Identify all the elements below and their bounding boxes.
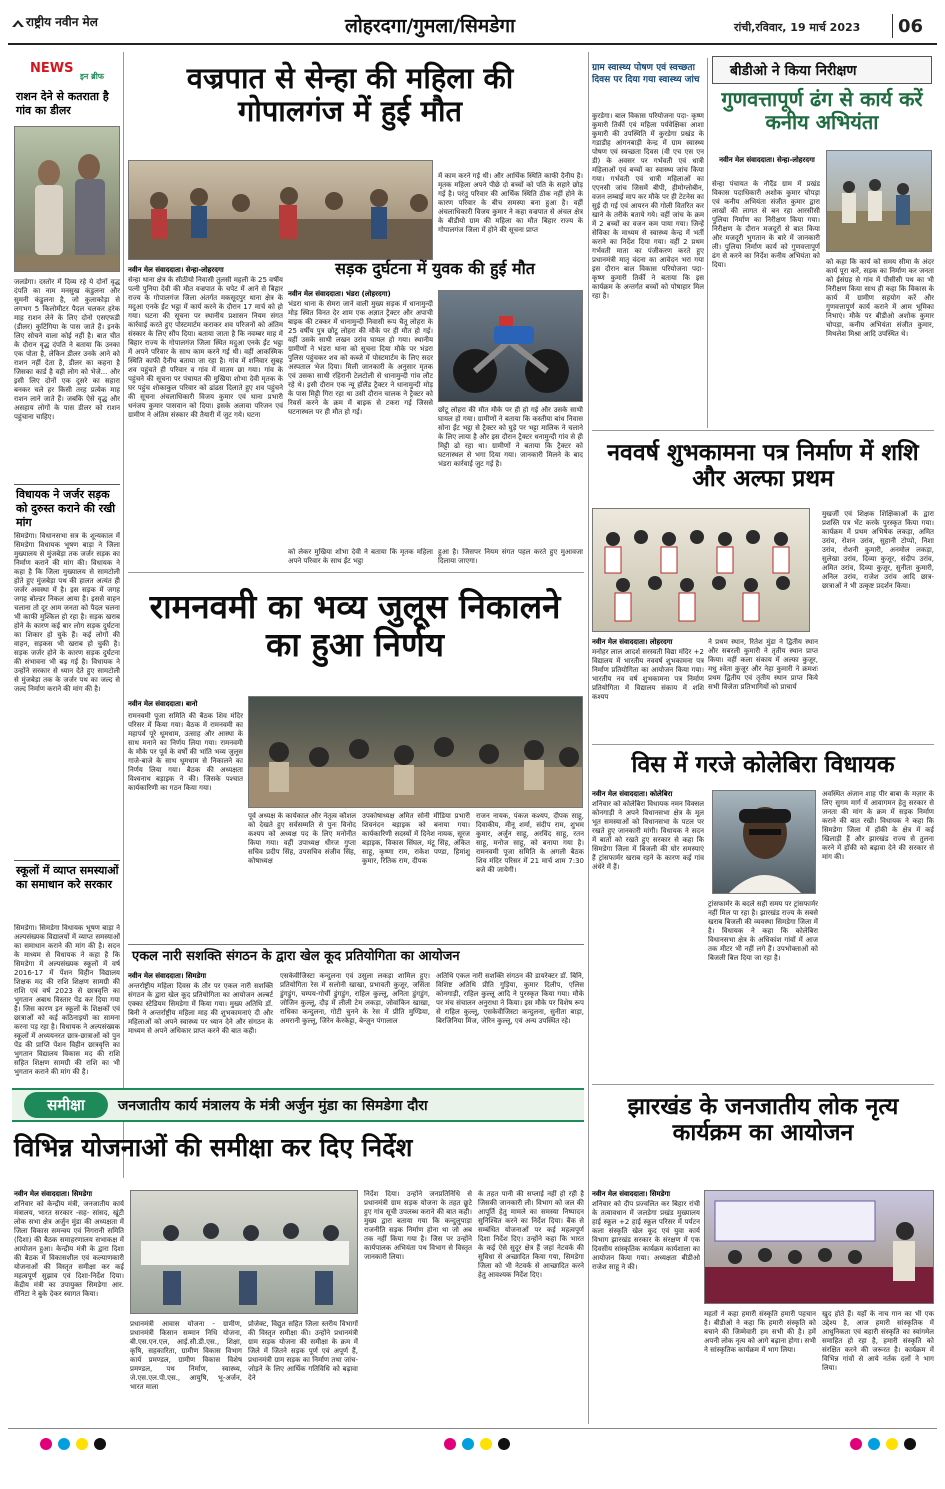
brief-divider-1 (14, 484, 120, 485)
story8-headline: नववर्ष शुभकामना पत्र निर्माण में शशि और अल्फा प्रथम (607, 440, 919, 493)
story6-rule (707, 58, 708, 428)
story8-body-c: मुखर्जी एवं शिक्षक शिक्षिकाओं के द्वारा प्रशस्ति पत्र भेंट करके पुरस्कृत किया गया। कार्यक्रम में प्रथम अभिषेक लकड़ा, अमित उरांव, रोशन उरांव, सुहानी टोप्पो, निशा उरांव, रोशनी कुमारी, अनमोल लकड़ा, सुलेखा उरांव, दिव्या कुजूर, संदीप उरांव, अमित उरांव, दिव्या कुजूर, सुनीता कुमारी, अनिल उरांव, राजेश उरांव आदि छात्र-छात्राओं ने भी उत्कृष्ट प्रदर्शन किया। (822, 510, 934, 590)
masthead (0, 0, 945, 46)
rule-under-story7 (592, 430, 934, 431)
mla-portrait-photo (712, 790, 816, 894)
story10-event-photo (704, 1190, 934, 1304)
story3-body-d: राजन नायक, पंकज कश्यप, दीपक साहू, दिवाकीय, मीनू शर्मा, संदीप राम, शुभम कुमार, अर्जुन साहू, अरविंद साहू, रतन साहू, मनोज साहू, को बनाया गया है। रामनवमी पूजा समिति के अगली बैठक शिव मंदिर परिसर में 21 मार्च शाम 7:30 बजे की जायेगी। (476, 812, 584, 874)
story3-body-a: रामनवमी पूजा समिति की बैठक शिव मंदिर परिसर में किया गया। बैठक में रामनवमी का महापर्व पूरे धूमधाम, उत्साह और आस्था के साथ मनाने का निर्णय लिया गया। रामनवमी के मौके पर पूर्व के वर्षों की भांति भव्य जुलूस गाजे-बाजे के साथ धूमधाम से निकालने का निर्णय लिया गया। बैठक की अध्यक्षता विश्वनाथ बड़ाइक ने की। जिसके पश्चात कार्यकारिणी का गठन किया गया। (128, 712, 243, 792)
story5-body-c: प्रोजेक्ट, विद्युत सहित जिला स्तरीय विभागों की विस्तृत समीक्षा की। उन्होंने प्रधानमंत्री ग्राम सड़क योजना की समीक्षा के क्रम में जिले में जितने सड़क पूर्ण एवं अपूर्ण हैं, प्रधानमंत्री ग्राम सड़क का निर्माण तथा जांच-जोड़ने के लिए आर्थिक गतिविधि को बढ़ावा देने (248, 1320, 358, 1382)
registration-mark-icon (480, 1438, 492, 1450)
brief2-title: विधायक ने जर्जर सड़क को दुरुस्त कराने की रखी मांग (16, 488, 116, 529)
story8-byline: नवीन मेल संवाददाता। लोहरदगा (592, 638, 673, 646)
rule-under-story1 (128, 572, 584, 573)
brief-divider-2 (14, 860, 120, 861)
story5-body-e: के तहत पानी की सप्लाई नहीं हो रही है जिसकी जानकारी ली। विभाग को जल की आपूर्ति हेतु मामले का समस्या निष्पादन सुनिश्चित करने का निर्देश दिया। बैंक से सम्बंधित योजनाओं पर कई महत्वपूर्ण दिशा निर्देश दिए। उन्होंने कहा कि भारत के कई ऐसे सुदूर क्षेत्र हैं जहां नेटवर्क की सुविधा से अच्छादित किया गया, सिमडेगा जिला को भी नेटवर्क से आच्छादित करने हेतु आवश्यक निर्देश दिए। (478, 1190, 584, 1279)
story9-body-b: ट्रांसफार्मर के बदले सही समय पर ट्रांसफार्मर नहीं मिल पा रहा है। झारखंड राज्य के सबसे खराब बिजली की व्यवस्था सिमडेगा जिला में है। विधायक ने कहा कि कोलेबिरा विधानसभा क्षेत्र के अधिकांश गांवों में आज तक मीटर भी नहीं लगे हैं। उपभोक्ताओं को बिजली बिल दिया जा रहा है। (708, 900, 818, 962)
page-number: 06 (898, 16, 924, 37)
page-number-divider (892, 14, 893, 38)
story7-headline: गुणवत्तापूर्ण ढंग से कार्य करें कनीय अभियंता (721, 87, 923, 134)
story8-body-a: मनोहर लाल आदर्श सरस्वती विद्या मंदिर +2 विद्यालय में भारतीय नववर्ष शुभकामना पत्र निर्माण प्रतियोगिता का आयोजन किया गया। भारतीय नव वर्ष शुभकामना पत्र निर्माण प्रतियोगिता में विद्यालय संकाय में शशि कश्यप (592, 648, 704, 701)
brief1-body: जलडेगा। दस्तोर में दिव्य रहे ये दोनों वृद्ध दंपति का नाम मनसुख कंडुलना और सुमनी कंडुलना है, जो कुलाकोड़ा से लगभग 5 किलोमीटर पैदल चलकर हरेक माह राशन लेने के लिए दोनो एसएफडी (डीलर) कुटिंगिया के पास जाते हैं। इनके लिए सोचने वाला कोई नहीं है। बात चीत के दौरान वृद्ध दंपति ने बताया कि उनका एक पोता है, लेकिन डीलर उनके आने को राशन नहीं देता है, डीलर का कहना है जिसका कार्ड है वही लोग को भेजे... और इसी लिए दोनों एक दूसरे का सहारा बनकर चले हर किसी तरह प्रत्येक माह राशन लाने जाते हैं। जबकि ऐसे वृद्ध और असहाय लोगों के पास डीलर को राशन पहुंचाना चाहिए। (14, 278, 120, 421)
registration-mark-icon (76, 1438, 88, 1450)
issue-date: रांची,रविवार, 19 मार्च 2023 (734, 21, 861, 34)
story9-body-a: शनिवार को कोलेबिरा विधायक नमन विक्सल कोनगाड़ी ने अपने विधानसभा क्षेत्र के मूल भूत समस्याओं को विधानसभा के पटल पर रखते हुए जानकारी मांगी। विधायक ने सदन में बातों को रखते हुए सरकार से कहा कि सिमडेगा जिला में बिजली की घोर समस्याएं हैं ट्रांसफार्मर खराब रहने के कारण कई गांव अंधेरे में हैं। (592, 800, 704, 871)
story5-body-a: शनिवार को केन्द्रीय मंत्री, जनजातीय कार्य मंत्रालय, भारत सरकार -सह- सांसद, खूंटी लोक सभा क्षेत्र अर्जुन मुंडा की अध्यक्षता में जिला विकास समन्वय एवं निगरानी समिति (दिशा) की बैठक समाहरणालय सभाकक्ष में आयोजन हुआ। केन्द्रीय मंत्री के द्वारा दिशा की बैठक में विकासशील एवं कल्याणकारी योजनाओं की विस्तृत समीक्षा कर कई महत्वपूर्ण सुझाव एवं दिशा-निर्देश दिया। केंद्रीय मंत्री का उपायुक्त सिमडेगा आर. रॉनिटा ने बुके देकर स्वागत किया। (14, 1200, 124, 1298)
story7-body-a: सेन्हा पंचायत के नौदैंड ग्राम में प्रखंड विकास पदाधिकारी अशोक कुमार चोपड़ा एवं कनीय अभियंता संजीत कुमार द्वारा लाखों की लागत से बन रहा आरसीसी पुलिया निर्माण का निरीक्षण किया गया। निरीक्षण के दौरान मजदूरों से बात किया और मजदूरी भुगतान के बारे में जानकारी ली। पुलिया निर्माण कार्य को गुणवत्तापूर्ण ढंग से करने का निर्देश कनीय अभियंता को दिया। (712, 180, 820, 269)
registration-mark-icon (498, 1438, 510, 1450)
story7-inspection-photo (826, 150, 932, 252)
story1-body-b: में काम करने गई थी। और आर्थिक स्थिति काफी दैनीय है। मृतक महिला अपने पीछे दो बच्चों को पति के सहारे छोड़ गई है। परंतु परिवार की आर्थिक स्थिति ठीक नहीं होने के कारण परिवार के बीच समस्या बना हुआ है। वहीं अंचलाधिकारी विजय कुमार ने कहा वज्रपात से अंचल क्षेत्र के बीडीयो ग्राम की महिला का मौत बिहार राज्य के गोपालगंज जिला में होने की सूचना प्राप्त (438, 172, 583, 234)
story2-body-a: भंडरा थाना के सेमरा जाने वाली मुख्य सड़क में धानामुन्दी मोड़ स्थित विनत देर शाम एक अज्ञात ट्रैक्टर और अपाची बाइक की टक्कर में धानामुन्दी निवासी रूप चैतू लोहरा के 25 वर्षीय पुत्र छोटू लोहरा की मौके पर ही मौत हो गई। वहीं उसके साथी लखन उरांव घायल हो गया। स्थानीय ग्रामीणों ने भंडरा थाना को सूचना दिया मौके पर भंडरा पुलिस पहुंचकर शव को कब्जे में पोस्टमार्टम के लिए सदर अस्पताल भेज दिया। मिली जानकारी के अनुसार मृतक एवं उसका साथी रहिरानी टेलटोली से धानामुन्दी गांव लौट रहे थे। इसी दौरान एक न्यू हॉलैंड ट्रैक्टर ने धानामुन्दी मोड़ के पास मिट्टी गिरा रहा था उसी दौरान चालक ने ट्रैक्टर को रिवर्स करने के क्रम में बाइक से टकरा गई जिससे घटनास्थल पर ही मौत हो गई। (288, 300, 433, 416)
story2-body-b: छोटू लोहरा की मौत मौके पर ही हो गई और उसके साथी घायल हो गया। ग्रामीणों ने बताया कि कस्तीया बांध निवास सोना ईंट भट्ठा से ट्रैक्टर को घुड़े पर भट्टा मालिक ने चलाने के लिए लाया है और इस दौरान ट्रैक्टर धनामुन्दी गांव से ही मिट्टी ढो रहा था। ग्रामीणों ने बताया कि ट्रैक्टर को घटनास्थल से भगा दिया गया। जानकारी मिलने के बाद भंडरा कार्रवाई जुट गई है। (438, 406, 583, 468)
registration-mark-icon (904, 1438, 916, 1450)
sidebar-rule (123, 52, 124, 1178)
rule-under-story9 (592, 1084, 934, 1085)
story2-byline: नवीन मेल संवाददाता। भंडरा (लोहरदगा) (288, 290, 391, 298)
registration-mark-icon (886, 1438, 898, 1450)
story1-photo (128, 160, 433, 260)
story5-body-b: प्रधानमंत्री आवास योजना - ग्रामीण, प्रधानमंत्री किसान सम्मान निधि योजना, बी.एस.एन.एल, आई.सी.डी.एस., शिक्षा, कृषि, सहकारिता, ग्रामीण विकास विभाग कार्य प्रमण्डल, ग्रामीण विकास विशेष प्रमण्डल, पथ निर्माण, स्वास्थ्य, जे.एस.एल.पी.एस., आयुषि, भू-अर्जन, भारत माला (130, 1320, 242, 1391)
masthead-rule (8, 43, 937, 45)
story4-body-c: अतिथि एकल नारी सशक्ति संगठन की डायरेक्टर डॉ. बिनि, विशिष्ट अतिथि प्रीति गुड़िया, कुमार दिलीप, एलिस कोनगाड़ी, राहिल कुल्लू आदि ने पुरस्कृत किया गया। मौके पर मंच संचालन अनुराधा ने किया। इस मौके पर विशेष रूप से राहिल कुल्लू, एसकेवीजिस्टा कन्दुलना, सुनीता बाड़ा, बिरजिनिया मिंज, जेरिन कुल्लू, एवं अन्य उपस्थित रहे। (436, 972, 584, 1025)
news-sub-label: इन ब्रीफ (80, 72, 104, 81)
story3-body-c: उपकोषाध्यक्ष अमित सोनी मीडिया प्रभारी शिवनंदन बड़ाइक को बनाया गया। कार्यकारिणी सदस्यों में दिनेश नायक, सूरज बड़ाइक, विकास सिंघल, मंटू सिंह, अंकित साहू, कृष्णा राम, राकेश पण्डा, हिमांशु कुमार, रितिक राम, दीपक (362, 812, 470, 865)
story10-headline: झारखंड के जनजातीय लोक नृत्य कार्यक्रम का आयोजन (627, 1094, 899, 1147)
rule-under-story8 (592, 744, 934, 745)
story5-kicker: जनजातीय कार्य मंत्रालय के मंत्री अर्जुन मुंडा का सिमडेगा दौरा (118, 1098, 428, 1114)
color-registration-bar (0, 1432, 945, 1489)
story4-body-b: एसकेवीजिस्टा कन्दुलना एवं उसुला लकड़ा शामिल हुए। प्रतियोगिता रेस में सलोनी खाखा, प्रभावती कुजूर, जसिंता डुंगडुंग, चम्पय-गोर्ची डुंगडुंग, राहिल कुल्लू, अनिता डुंगडुंग, जोजिन कुल्लू, दौड़ में लीली टेम लकड़ा, जोवांकिन खाखा, राधिका कन्दुलना, गोटी चुनने के रेस में प्रीति मुण्डिया, अमरानी कुल्लू, जिरेन केरकेट्टा, बेन्ज़ुन पंगालाल (280, 972, 430, 1025)
story6-body: कुरडेगा। बाल विकास परियोजना पदा- कृष्ण कुमारी तिर्की एवं महिला पर्यवेक्षिका आशा कुमारी की उपस्थिति में कुरडेगा प्रखंड के गडाडीह आंगनबाड़ी केन्द्र में ग्राम स्वास्थ्य पोषण एवं स्वच्छता दिवस (वी एच एस एन डी) के अवसर पर गर्भवती एवं धात्री महिलाओं एवं बच्चों का स्वास्थ्य जांच किया गया। गर्भवती एवं धात्री महिलाओं का एएनसी जांच जिसमें बीपी, हीमोग्लोबीन, वजन लम्बाई माप कर मौके पर ही टेटनेस का सुई दी गई एवं आयरन की गोली वितरित कर खाने के तरीके बताये गये। वहीं जांच के क्रम में 2 बच्चों का वजन कम पाया गया। जिन्हें सेविका के माध्यम से स्वास्थ्य केन्द्र में भर्ती कराने का निर्देश दिया गया। वहीं 2 प्रथम गर्भवती माता का पंजीकरण करते हुए प्रधानमंत्री मातृ वंदना का आवेदन भरा गया इस दौरान बाल विकास परियोजना पदा- कृष्ण कुमारी तिर्की ने बताया कि इस कार्यक्रम के अन्तर्गत बच्चों को पोषाहार मिल रहा है। (592, 112, 704, 300)
story8-body-b: ने प्रथम स्थान, रितेश मुंडा ने द्वितीय स्थान और सबरली कुमारी ने तृतीय स्थान प्राप्त किया। वहीं कला संकाय में अल्फा कुजूर, मधु श्वेता कुजूर और नेहा कुमारी ने क्रमशः प्रथम द्वितीय एवं तृतीय स्थान प्राप्त किये सभी विजेता प्रतिभागियों को प्राचार्य (708, 638, 818, 691)
brief1-title: राशन देने से कतराता है गांव का डीलर (16, 90, 109, 117)
registration-mark-icon (58, 1438, 70, 1450)
story10-body-c: खुद होते हैं। यहाँ के नाच गान का भी एक उद्देश्य है, आज हमारी सांस्कृतिक में आधुनिकता एवं बहारी संस्कृति का स्वांगमेल समाहित हो रहा है, हमारी संस्कृति को संरक्षित करने की जरूरत है। कार्यक्रम में विभिन्न गांवों से आये नर्तक दलों ने भाग लिया। (822, 1310, 934, 1372)
registration-mark-icon (868, 1438, 880, 1450)
story10-body-b: महतो ने कहा हमारी संस्कृति हमारी पहचान है। बीडीओ ने कहा कि हमारी संस्कृति को बचाने की जिम्मेवारी हम सभी की है। हमें अपनी लोक नृत्य को आगे बढ़ाना होगा। सभी ने सांस्कृतिक कार्यक्रम में भाग लिया। (704, 1310, 816, 1354)
story1-byline: नवीन मेल संवाददाता। सेन्हा-लोहरदगा (128, 266, 224, 274)
story5-meeting-photo (130, 1190, 358, 1314)
story8-students-photo (592, 508, 810, 632)
registration-mark-icon (850, 1438, 862, 1450)
registration-mark-icon (94, 1438, 106, 1450)
story4-headline: एकल नारी सशक्ति संगठन के द्वारा खेल कूद प्रतियोगिता का आयोजन (132, 949, 460, 964)
story7-kicker: बीडीओ ने किया निरीक्षण (730, 63, 857, 79)
story7-body-b: को कहा कि कार्य को समय सीमा के अंदर कार्य पूरा करें, सड़क का निर्माण कर जनता को ईसंग्रह से गांव में पीसीसी पथ का भी निरीक्षण किया साथ ही कहा कि विकास के कार्य में ग्रामीण सहयोग करें और गुणवत्तापूर्ण कार्य कराने में आम भूमिका निभाएं। मौके पर बीडीओ अशोक कुमार चोपड़ा, कनीय अभियंता संजीत कुमार, मिथलेश मिश्रा आदि उपस्थित थे। (826, 258, 934, 338)
story10-byline: नवीन मेल संवाददाता। सिमडेगा (592, 1190, 671, 1198)
footer-rule (8, 1428, 937, 1429)
story5-byline: नवीन मेल संवाददाता। सिमडेगा (14, 1190, 93, 1198)
elderly-couple-photo (14, 126, 120, 272)
news-label: NEWS (30, 61, 74, 76)
section-title: लोहरदगा/गुमला/सिमडेगा (345, 15, 516, 37)
brief3-body: सिमडेगा। सिमडेगा विधायक भूषण बाड़ा ने अल्पसंख्यक विद्यालयों में व्याप्त समस्याओं का समाधान कराने की मांग की है। सदन के माध्यम से विधायक ने कहा है कि सिमडेगा में अल्पसंख्यक स्कूलों में वर्ष 2016-17 में पेंशन विहीन विद्यालय शिक्षक मद की राशि शिक्षण सामग्री की राशि एवं वर्ष 2023 से छात्रवृत्ति का भुगतान अबाध विस्तार पेंड कर दिया गया है। जिस कारण इन स्कूलों के शिक्षकों एवं छात्राओं को कई कठिनाइयों का सामना करना पड़ रहा है। विधायक ने अल्पसंख्यक स्कूलों में अध्ययनरत छात्र-छात्राओं को पुन पेंड की प्राप्ति पेंशन विहीन छात्रवृत्ति का भुगतान विद्यालय विकास मद की राशि सहित शिक्षण सामग्री की राशि का भी भुगतान कराने की मांग की है। (14, 924, 120, 1076)
story5-headline: विभिन्न योजनाओं की समीक्षा कर दिए निर्देश (14, 1133, 413, 1162)
story3-body-b: पूर्व अध्यक्ष के कार्यकाल और नेतृत्व कौशल को देखते हुए सर्वसम्मति से पुनः विनोद कश्यप को अध्यक्ष पद के लिए मनोनीत किया गया। वहीं उपाध्यक्ष धीरज गुप्ता सचिव प्रदीप सिंह, उपसचिव संजीव सिंह, कोषाध्यक्ष (248, 812, 356, 865)
story10-body-a: शनिवार को दीप प्रज्वलित कर बिहार रांची के तत्वावधान में जलडेगा प्रखंड मुख्यालय हाई स्कूल +2 हाई स्कूल परिसर में पर्यटन कला संस्कृति खेल कूद एवं युवा कार्य विभाग झारखंड सरकार के संरक्षण में एक दिवसीय सांस्कृतिक कार्यक्रम कार्यशाला का आयोजन किया गया। अध्यक्षता बीडीओ राजेश साहू ने की। (592, 1200, 700, 1271)
story7-byline: नवीन मेल संवाददाता। सेन्हा-लोहरदगा (719, 156, 815, 164)
story9-byline: नवीन मेल संवाददाता। कोलेबिरा (592, 790, 673, 798)
story1-headline: वज्रपात से सेन्हा की महिला की गोपालगंज में हुई मौत (186, 61, 514, 129)
center-rule (588, 52, 589, 1424)
story5-body-d: निर्देश दिया। उन्होंने जनप्रतिनिधि से प्रधानमंत्री ग्राम सड़क योजना के तहत छूटे हुए गांव सूची उपलब्ध कराने की बात कही। मुख्य द्वारा बताया गया कि कन्दुलुपाड़ा राजनीति सड़क निर्माण होना था जो अब तक नहीं किया गया है। जिस पर उन्होंने कार्यपालक अभियंता पथ विभाग से विस्तृत जानकारी लिया। (364, 1190, 472, 1261)
story1-body-a: सेन्हा थाना क्षेत्र के सीठीयो निवासी तुलसी महली के 25 वर्षीय पत्नी पुनिया देवी की मौत वज्रपात के चपेट में आने से बिहार राज्य के गोपालगंज जिला अंतर्गत मकसूदपुर थाना क्षेत्र के मदुआ एनके ईंट भट्ठा में कार्य करने के दौरान 17 मार्च को हो गया। घटना की सूचना पर स्थानीय प्रशासन नियम संगत कार्रवाई करते हुए पोस्टमार्टम कराकर शव परिजनों को अंतिम संस्कार के लिए सौंप दिया। बताया जाता है कि नवम्बर माह में बिहार राज्य के गोपालगंज जिला स्थित मदुआ एनके ईंट भट्ठा में अपने परिवार के साथ काम करने गई थी। वहीं आकस्मिक स्थिति काफी दैनीय बताया जा रहा है। गांव में शनिवार सुबह शव पहुंचते ही परिवार व गांव में मातम छा गया। गांव के पहुंचने की सूचना पर पंचायत की मुखिया शोभा देवी मृतक के घर पहुंच शोकाकुल परिवार को ढांढस दिलाते हुए शव पहुंचने की सूचना अंचलाधिकारी विजय कुमार एवं थाना प्रभारी धनंजय कुमार पासवान को दिया। इसके अलावा परिजन एवं ग्रामीण ने अंतिम संस्कार की तैयारी में जुट गये। घटना (128, 276, 283, 419)
story2-body-c: हुआ है। जिसपर नियम संगत पहल करते हुए मुआवजा दिलाया जाएगा। (438, 548, 583, 565)
brief2-body: सिमडेगा। विधानसभा सत्र के शून्यकाल में सिमडेगा विधायक भूषण बाड़ा ने जिला मुख्यालय से मुंजबेड़ा तक जर्जर सड़क का निर्माण कराने की मांग की। विधायक ने कहा है कि जिला मुख्यालय से सामटोली होते हुए मुंजबेड़ा पथ की हालत अत्यंत ही जर्जर अवस्था में है। इस सड़क में जगह जगह बोल्डर निकल आया है। इससे वाहन चलाना तो दूर आम जनता को पैदल चलना भी काफी मुश्किल हो रहा है। सड़क खराब होने के कारण कई बार लोग सड़क दुर्घटना का शिकार हो चुके हैं। कई लोगों की वाहन, सड़कस भी खराब हो चुकी है। सड़क जर्जर होने के कारण सड़क दुर्घटना की संभावना भी बढ़ गई है। विधायक ने उन्होंने सरकार से ध्यान देते हुए सामटोली से मुंजबेड़ा तक के जर्जर पथ का जल्द से जल्द निर्माण कराने की मांग की है। (14, 532, 120, 693)
registration-mark-icon (462, 1438, 474, 1450)
story3-headline: रामनवमी का भव्य जुलूस निकालने का हुआ निर्णय (149, 587, 561, 664)
newspaper-logo-icon (12, 14, 24, 24)
story4-body-a: अन्तर्राष्ट्रीय महिला दिवस के तौर पर एकल नारी सशक्ति संगठन के द्वारा खेल कूद प्रतियोगिता का आयोजन अल्बर्ट एक्का स्टेडियम सिमडेगा में किया गया। मुख्य अतिथि डॉ. बिनी ने अन्तर्राष्ट्रीय महिला माह की शुभकामनाएं दी और महिलाओं को अपने स्वास्थ्य पर ध्यान देने और संगठन के माध्यम से अपने अधिकार प्राप्त करने की बात कही। (128, 982, 273, 1035)
paper-name: राष्ट्रीय नवीन मेल (26, 15, 98, 29)
story1-body-c: को लेकर मुखिया शोभा देवी ने बताया कि मृतक महिला अपने परिवार के साथ ईंट भट्ठा (288, 548, 433, 565)
story9-body-c: अवस्थित अंजान शाह पीर बाबा के मज़ार के लिए सुगम मार्ग में आवागमन हेतु सरकार से जनता की मांग के क्रम में सड़क निर्माण कराने की बात रखी। विधायक ने कहा कि सिमडेगा जिला में हॉकी के क्षेत्र में कई खिलाड़ी हैं और झारखंड राज्य से तुलना करने में हॉकी को बढ़ावा देने की सरकार से मांग की। (822, 790, 934, 861)
story4-byline: नवीन मेल संवाददाता। सिमडेगा (128, 972, 207, 980)
brief3-title: स्कूलों में व्याप्त समस्याओं का समाधान करे सरकार (16, 864, 119, 891)
story2-headline: सड़क दुर्घटना में युवक की हुई मौत (335, 259, 535, 278)
story9-headline: विस में गरजे कोलेबिरा विधायक (631, 752, 895, 778)
registration-mark-icon (444, 1438, 456, 1450)
story6-headline: ग्राम स्वास्थ्य पोषण एवं स्वच्छता दिवस पर दिया गया स्वास्थ्य जांच (592, 63, 700, 85)
registration-mark-icon (40, 1438, 52, 1450)
story3-meeting-photo (248, 696, 583, 808)
story3-byline: नवीन मेल संवाददाता। बानो (128, 700, 198, 708)
review-label-badge: समीक्षा (24, 1092, 108, 1118)
story2-bike-photo (438, 290, 583, 402)
